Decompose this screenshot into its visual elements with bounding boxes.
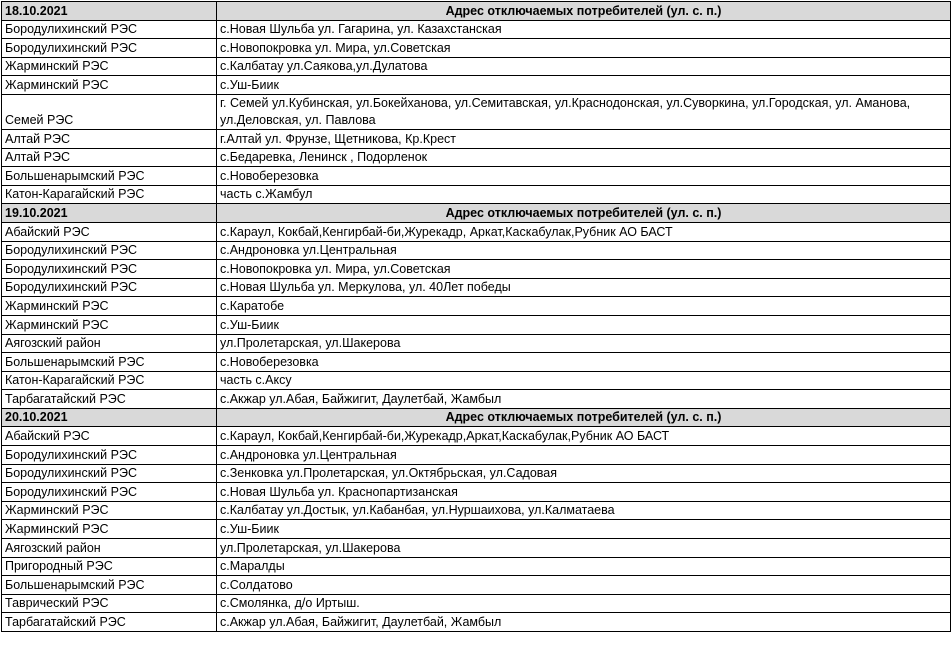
address-column-header: Адрес отключаемых потребителей (ул. с. п.) bbox=[217, 204, 951, 223]
res-name-cell: Бородулихинский РЭС bbox=[2, 241, 217, 260]
res-name-cell: Катон-Карагайский РЭС bbox=[2, 185, 217, 204]
res-name-cell: Жарминский РЭС bbox=[2, 520, 217, 539]
res-name-cell: Бородулихинский РЭС bbox=[2, 446, 217, 465]
res-name-cell: Тарбагатайский РЭС bbox=[2, 613, 217, 632]
date-header-row bbox=[2, 2, 951, 21]
table-row bbox=[2, 241, 951, 260]
res-name-cell: Абайский РЭС bbox=[2, 427, 217, 446]
table-row bbox=[2, 297, 951, 316]
res-name-cell: Большенарымский РЭС bbox=[2, 576, 217, 595]
date-header-row bbox=[2, 408, 951, 427]
address-cell: с.Маралды bbox=[217, 557, 951, 576]
res-name-cell: Бородулихинский РЭС bbox=[2, 20, 217, 39]
table-row bbox=[2, 185, 951, 204]
address-cell: с.Караул, Кокбай,Кенгирбай-би,Журекадр,Аркат,Каскабулак,Рубник АО БАСТ bbox=[217, 427, 951, 446]
table-row bbox=[2, 483, 951, 502]
address-cell: с.Новопокровка ул. Мира, ул.Советская bbox=[217, 260, 951, 279]
res-name-cell: Жарминский РЭС bbox=[2, 501, 217, 520]
table-row bbox=[2, 390, 951, 409]
res-name-cell: Большенарымский РЭС bbox=[2, 353, 217, 372]
date-cell: 20.10.2021 bbox=[2, 408, 217, 427]
res-name-cell: Аягозский район bbox=[2, 539, 217, 558]
address-cell: с.Зенковка ул.Пролетарская, ул.Октябрьская, ул.Садовая bbox=[217, 464, 951, 483]
table-row bbox=[2, 39, 951, 58]
address-cell: ул.Пролетарская, ул.Шакерова bbox=[217, 334, 951, 353]
res-name-cell: Алтай РЭС bbox=[2, 129, 217, 148]
address-cell: с.Новая Шульба ул. Гагарина, ул. Казахстанская bbox=[217, 20, 951, 39]
res-name-cell: Пригородный РЭС bbox=[2, 557, 217, 576]
table-row bbox=[2, 576, 951, 595]
table-row bbox=[2, 613, 951, 632]
address-cell: с.Уш-Биик bbox=[217, 315, 951, 334]
table-row bbox=[2, 334, 951, 353]
res-name-cell: Бородулихинский РЭС bbox=[2, 483, 217, 502]
address-cell: с.Новоберезовка bbox=[217, 353, 951, 372]
table-body bbox=[2, 2, 951, 632]
date-header-row bbox=[2, 204, 951, 223]
table-row bbox=[2, 222, 951, 241]
address-cell: с.Калбатау ул.Достык, ул.Кабанбая, ул.Нуршаихова, ул.Калматаева bbox=[217, 501, 951, 520]
table-row bbox=[2, 353, 951, 372]
table-row bbox=[2, 57, 951, 76]
address-cell: с.Новая Шульба ул. Краснопартизанская bbox=[217, 483, 951, 502]
res-name-cell: Жарминский РЭС bbox=[2, 315, 217, 334]
address-cell: с.Смолянка, д/о Иртыш. bbox=[217, 594, 951, 613]
table-row bbox=[2, 446, 951, 465]
table-row bbox=[2, 148, 951, 167]
address-cell: с.Уш-Биик bbox=[217, 520, 951, 539]
address-cell: с.Бедаревка, Ленинск , Подорленок bbox=[217, 148, 951, 167]
address-cell: с.Калбатау ул.Саякова,ул.Дулатова bbox=[217, 57, 951, 76]
res-name-cell: Жарминский РЭС bbox=[2, 57, 217, 76]
res-name-cell: Бородулихинский РЭС bbox=[2, 464, 217, 483]
address-column-header: Адрес отключаемых потребителей (ул. с. п.) bbox=[217, 408, 951, 427]
res-name-cell: Таврический РЭС bbox=[2, 594, 217, 613]
table-row bbox=[2, 501, 951, 520]
res-name-cell: Бородулихинский РЭС bbox=[2, 278, 217, 297]
res-name-cell: Жарминский РЭС bbox=[2, 297, 217, 316]
res-name-cell: Алтай РЭС bbox=[2, 148, 217, 167]
table-row bbox=[2, 520, 951, 539]
address-cell: с.Солдатово bbox=[217, 576, 951, 595]
address-column-header: Адрес отключаемых потребителей (ул. с. п.) bbox=[217, 2, 951, 21]
table-row bbox=[2, 427, 951, 446]
res-name-cell: Абайский РЭС bbox=[2, 222, 217, 241]
table-row bbox=[2, 464, 951, 483]
address-cell: с.Акжар ул.Абая, Байжигит, Даулетбай, Жамбыл bbox=[217, 613, 951, 632]
address-cell: с.Андроновка ул.Центральная bbox=[217, 241, 951, 260]
res-name-cell: Катон-Карагайский РЭС bbox=[2, 371, 217, 390]
address-cell: часть с.Аксу bbox=[217, 371, 951, 390]
table-row bbox=[2, 129, 951, 148]
table-row bbox=[2, 260, 951, 279]
res-name-cell: Семей РЭС bbox=[2, 94, 217, 129]
address-cell: часть с.Жамбул bbox=[217, 185, 951, 204]
table-row bbox=[2, 76, 951, 95]
res-name-cell: Аягозский район bbox=[2, 334, 217, 353]
address-cell: с.Новая Шульба ул. Меркулова, ул. 40Лет победы bbox=[217, 278, 951, 297]
address-cell: с.Каратобе bbox=[217, 297, 951, 316]
address-cell: с.Андроновка ул.Центральная bbox=[217, 446, 951, 465]
address-cell: с.Новопокровка ул. Мира, ул.Советская bbox=[217, 39, 951, 58]
res-name-cell: Тарбагатайский РЭС bbox=[2, 390, 217, 409]
res-name-cell: Жарминский РЭС bbox=[2, 76, 217, 95]
address-cell: с.Акжар ул.Абая, Байжигит, Даулетбай, Жамбыл bbox=[217, 390, 951, 409]
res-name-cell: Бородулихинский РЭС bbox=[2, 39, 217, 58]
res-name-cell: Большенарымский РЭС bbox=[2, 167, 217, 186]
address-cell: ул.Пролетарская, ул.Шакерова bbox=[217, 539, 951, 558]
table-row bbox=[2, 315, 951, 334]
table-row bbox=[2, 167, 951, 186]
date-cell: 18.10.2021 bbox=[2, 2, 217, 21]
outage-schedule-table bbox=[1, 1, 951, 632]
table-row bbox=[2, 20, 951, 39]
table-row bbox=[2, 371, 951, 390]
table-row bbox=[2, 94, 951, 129]
address-cell: с.Новоберезовка bbox=[217, 167, 951, 186]
table-row bbox=[2, 539, 951, 558]
table-row bbox=[2, 557, 951, 576]
address-cell: г.Алтай ул. Фрунзе, Щетникова, Кр.Крест bbox=[217, 129, 951, 148]
date-cell: 19.10.2021 bbox=[2, 204, 217, 223]
table-row bbox=[2, 278, 951, 297]
address-cell: с.Уш-Биик bbox=[217, 76, 951, 95]
res-name-cell: Бородулихинский РЭС bbox=[2, 260, 217, 279]
address-cell: с.Караул, Кокбай,Кенгирбай-би,Журекадр, Аркат,Каскабулак,Рубник АО БАСТ bbox=[217, 222, 951, 241]
address-cell: г. Семей ул.Кубинская, ул.Бокейханова, ул.Семитавская, ул.Краснодонская, ул.Суворкина, ул.Городская, ул. Аманова, ул.Деловская, ул. Павлова bbox=[217, 94, 951, 129]
table-row bbox=[2, 594, 951, 613]
